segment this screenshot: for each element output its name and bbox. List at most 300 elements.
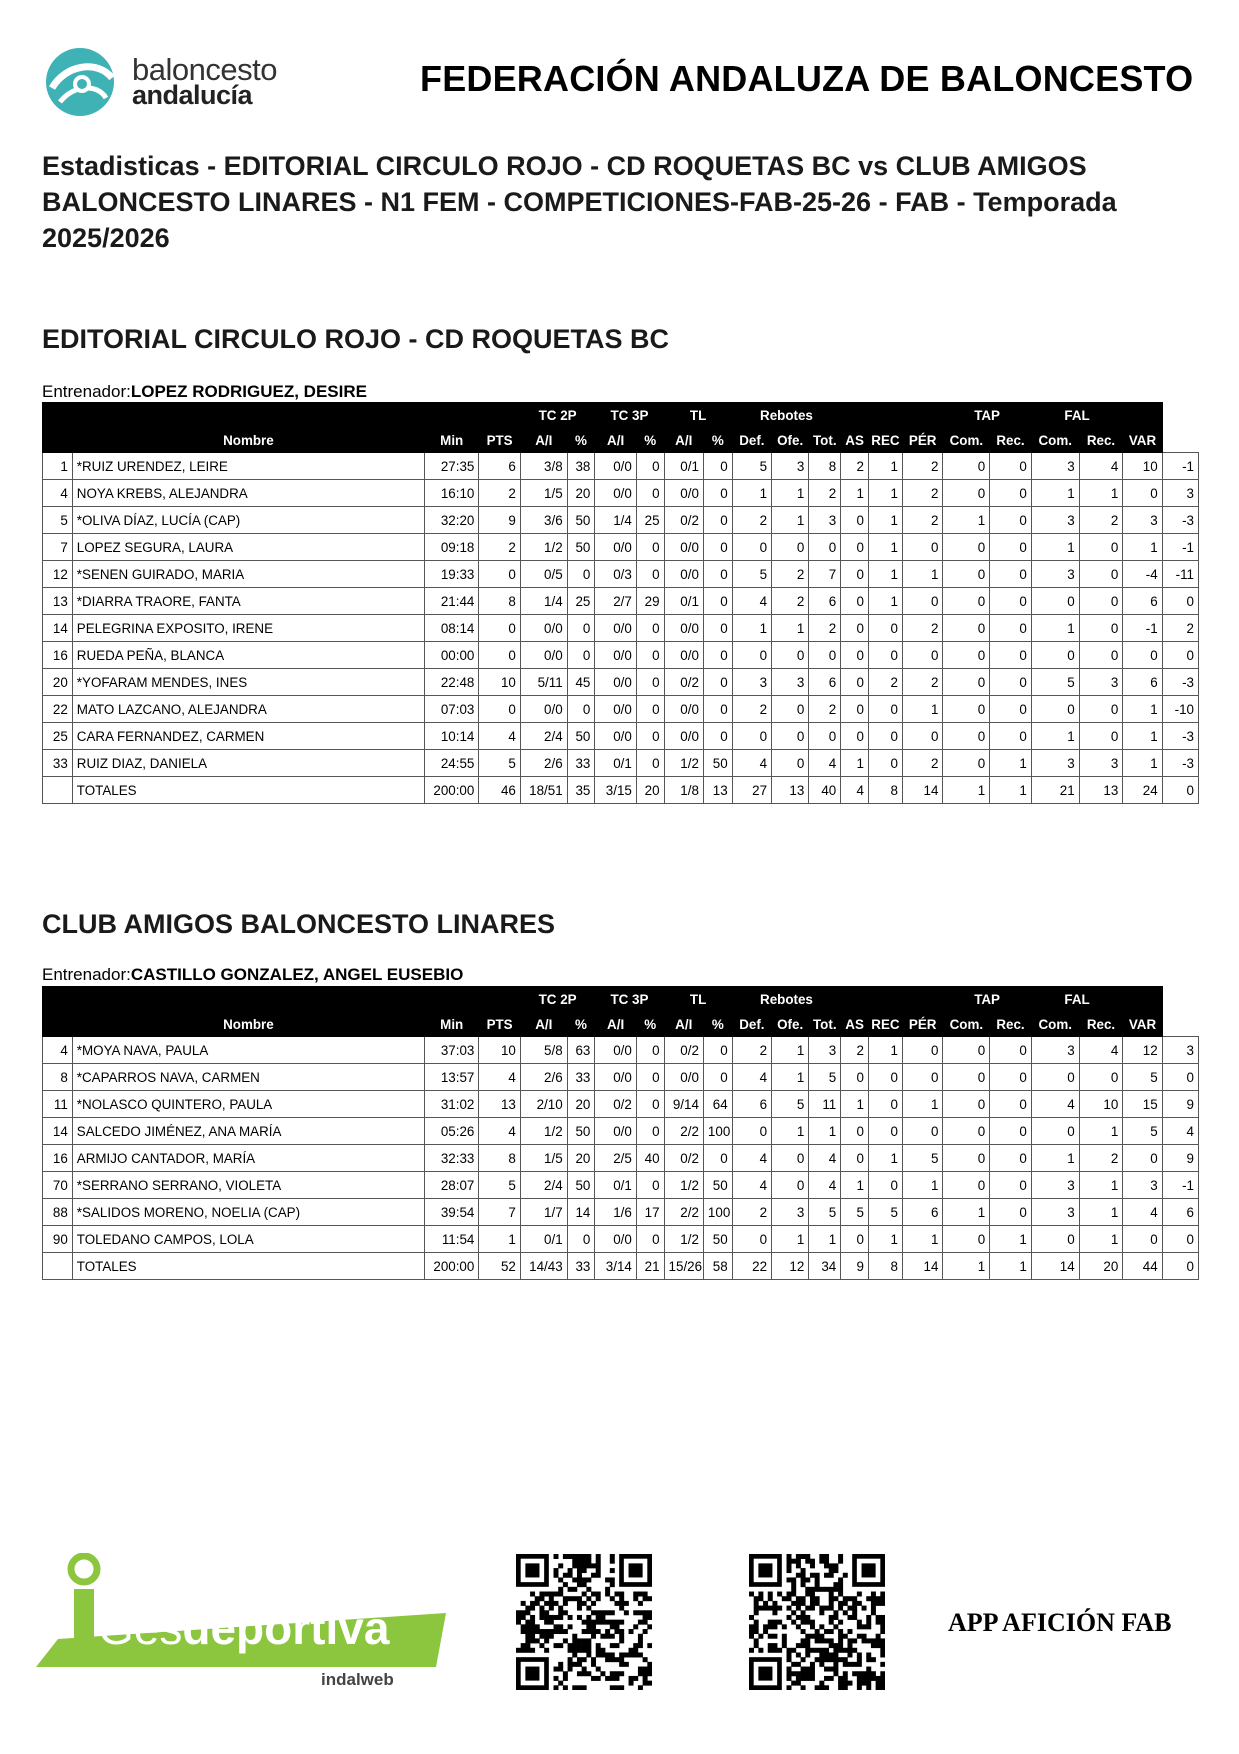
- stat-cell: 0: [479, 642, 521, 669]
- stat-cell: 8: [479, 588, 521, 615]
- player-number: [43, 777, 73, 804]
- stat-cell: -11: [1162, 561, 1198, 588]
- stat-cell: 0: [943, 588, 990, 615]
- stat-cell: 1: [1079, 1118, 1123, 1145]
- stat-cell: 1: [841, 750, 869, 777]
- stat-cell: 4: [809, 1172, 841, 1199]
- stat-cell: 1/5: [520, 480, 567, 507]
- stat-cell: 6: [732, 1091, 771, 1118]
- stat-cell: 2/6: [520, 750, 567, 777]
- stat-cell: 9/14: [664, 1091, 703, 1118]
- stat-cell: 0: [943, 480, 990, 507]
- stat-cell: 0: [567, 642, 595, 669]
- player-name: *NOLASCO QUINTERO, PAULA: [72, 1091, 424, 1118]
- stat-cell: 200:00: [425, 1253, 479, 1280]
- stat-cell: 0: [1031, 696, 1079, 723]
- stat-cell: 0/0: [595, 615, 637, 642]
- stat-cell: -3: [1162, 750, 1198, 777]
- stat-cell: 0: [902, 1037, 942, 1064]
- stat-cell: 0/1: [520, 1226, 567, 1253]
- page-title: Estadisticas - EDITORIAL CIRCULO ROJO - CD ROQUETAS BC vs CLUB AMIGOS BALONCESTO LINARES - N1 FEM - COMPETICIONES-FAB-25-26 - FAB - Temporada 2025/2026: [42, 151, 1117, 253]
- stat-cell: 0: [868, 1091, 902, 1118]
- stat-cell: 29: [636, 588, 664, 615]
- stat-cell: 64: [703, 1091, 732, 1118]
- stat-cell: 1/2: [664, 750, 703, 777]
- stat-cell: 2: [732, 507, 771, 534]
- team-home-stats-table: [42, 402, 1199, 804]
- column-group-header: Rebotes: [732, 987, 841, 1012]
- stat-cell: 0: [841, 507, 869, 534]
- stat-cell: 2: [1079, 1145, 1123, 1172]
- stat-cell: 1: [1079, 1199, 1123, 1226]
- player-row: [43, 1226, 1199, 1253]
- stat-cell: 5: [1123, 1064, 1162, 1091]
- stat-cell: 40: [809, 777, 841, 804]
- column-group-header: TL: [664, 403, 732, 428]
- stat-cell: 44: [1123, 1253, 1162, 1280]
- stat-cell: 0: [772, 1145, 809, 1172]
- stat-cell: -3: [1162, 723, 1198, 750]
- stat-cell: 3: [1031, 750, 1079, 777]
- stat-cell: 9: [1162, 1091, 1198, 1118]
- stat-cell: 1: [868, 480, 902, 507]
- stat-cell: 3: [1031, 1172, 1079, 1199]
- stat-cell: 0: [1031, 1226, 1079, 1253]
- stat-cell: 0/0: [664, 615, 703, 642]
- stat-cell: 4: [732, 588, 771, 615]
- stat-cell: 0/0: [664, 723, 703, 750]
- stat-cell: 50: [567, 507, 595, 534]
- stat-cell: 10: [1123, 453, 1162, 480]
- stat-cell: 1: [732, 615, 771, 642]
- player-row: [43, 1091, 1199, 1118]
- stat-cell: 0/0: [595, 1064, 637, 1091]
- stat-cell: 20: [567, 1091, 595, 1118]
- player-row: [43, 615, 1199, 642]
- stat-cell: 38: [567, 453, 595, 480]
- column-header: Tot.: [809, 428, 841, 453]
- stat-cell: 1: [1031, 723, 1079, 750]
- stat-cell: 0/0: [595, 669, 637, 696]
- column-header: VAR: [1123, 1012, 1162, 1037]
- player-row: [43, 534, 1199, 561]
- stat-cell: 0: [902, 1064, 942, 1091]
- stat-cell: 0/0: [664, 534, 703, 561]
- stat-cell: 0: [732, 1118, 771, 1145]
- stat-cell: 0: [636, 561, 664, 588]
- player-name: *DIARRA TRAORE, FANTA: [72, 588, 424, 615]
- player-name: *SERRANO SERRANO, VIOLETA: [72, 1172, 424, 1199]
- totals-row: [43, 777, 1199, 804]
- stat-cell: 3: [809, 1037, 841, 1064]
- stat-cell: 00:00: [425, 642, 479, 669]
- stat-cell: 9: [479, 507, 521, 534]
- coach-name: LOPEZ RODRIGUEZ, DESIRE: [130, 382, 367, 401]
- column-header: Com.: [1031, 428, 1079, 453]
- stat-cell: 1: [1031, 615, 1079, 642]
- column-header: %: [636, 1012, 664, 1037]
- stat-cell: 0: [841, 642, 869, 669]
- stat-cell: 1: [990, 1253, 1032, 1280]
- player-number: 22: [43, 696, 73, 723]
- logo-text-line1: baloncesto: [132, 52, 277, 87]
- stat-cell: 0: [636, 480, 664, 507]
- stat-cell: 0: [772, 1172, 809, 1199]
- stat-cell: 1: [772, 507, 809, 534]
- stat-cell: 0: [703, 480, 732, 507]
- player-row: [43, 1064, 1199, 1091]
- stat-cell: 4: [732, 750, 771, 777]
- stat-cell: 1: [772, 480, 809, 507]
- stat-cell: 0: [703, 561, 732, 588]
- stat-cell: -10: [1162, 696, 1198, 723]
- stat-cell: 14: [902, 777, 942, 804]
- stat-cell: 2: [902, 750, 942, 777]
- stat-cell: 3: [1162, 1037, 1198, 1064]
- stat-cell: 50: [703, 750, 732, 777]
- stat-cell: 10:14: [425, 723, 479, 750]
- stat-cell: 5: [902, 1145, 942, 1172]
- stat-cell: 50: [567, 1172, 595, 1199]
- stat-cell: 0: [868, 615, 902, 642]
- stat-cell: 5: [1031, 669, 1079, 696]
- stat-cell: 0: [636, 723, 664, 750]
- stat-cell: 5: [772, 1091, 809, 1118]
- stat-cell: 0: [479, 696, 521, 723]
- stat-cell: 1/2: [520, 534, 567, 561]
- stat-cell: 0/2: [664, 669, 703, 696]
- stat-cell: 1: [841, 480, 869, 507]
- stat-cell: 0: [868, 1118, 902, 1145]
- stat-cell: 5: [479, 1172, 521, 1199]
- column-header: PTS: [479, 428, 521, 453]
- stat-cell: 1/6: [595, 1199, 637, 1226]
- stat-cell: 33: [567, 1253, 595, 1280]
- column-group-header: TC 2P: [520, 403, 595, 428]
- stat-cell: 5: [841, 1199, 869, 1226]
- stat-cell: 0: [567, 561, 595, 588]
- stat-cell: 0: [943, 1064, 990, 1091]
- stat-cell: 1: [1123, 723, 1162, 750]
- stat-cell: 0: [902, 1118, 942, 1145]
- stat-cell: 3/14: [595, 1253, 637, 1280]
- stat-cell: 3: [1031, 561, 1079, 588]
- stat-cell: 0: [1079, 615, 1123, 642]
- column-header: Ofe.: [772, 1012, 809, 1037]
- stat-cell: 5: [1123, 1118, 1162, 1145]
- stat-cell: 6: [1123, 588, 1162, 615]
- stat-cell: 0/0: [520, 696, 567, 723]
- stat-cell: 11:54: [425, 1226, 479, 1253]
- stat-cell: 0/1: [595, 1172, 637, 1199]
- player-name: CARA FERNANDEZ, CARMEN: [72, 723, 424, 750]
- player-number: 14: [43, 1118, 73, 1145]
- stat-cell: 0: [772, 642, 809, 669]
- player-row: [43, 1118, 1199, 1145]
- column-header: Com.: [943, 428, 990, 453]
- stat-cell: 0/0: [664, 642, 703, 669]
- stat-cell: 2: [841, 453, 869, 480]
- stat-cell: 0/0: [595, 453, 637, 480]
- stat-cell: 0/0: [595, 534, 637, 561]
- stat-cell: 1: [868, 561, 902, 588]
- stat-cell: 37:03: [425, 1037, 479, 1064]
- stat-cell: 0: [868, 696, 902, 723]
- stat-cell: 3/8: [520, 453, 567, 480]
- stat-cell: -3: [1162, 507, 1198, 534]
- stat-cell: 0: [1162, 1064, 1198, 1091]
- stat-cell: 4: [1079, 1037, 1123, 1064]
- stat-cell: 0: [703, 534, 732, 561]
- stat-cell: 0: [1162, 1226, 1198, 1253]
- stat-cell: 52: [479, 1253, 521, 1280]
- android-qr-code-icon[interactable]: [516, 1554, 652, 1690]
- player-number: 13: [43, 588, 73, 615]
- column-header: Ofe.: [772, 428, 809, 453]
- stat-cell: 2: [809, 696, 841, 723]
- stat-cell: 0: [943, 723, 990, 750]
- player-row: [43, 561, 1199, 588]
- stat-cell: 2: [868, 669, 902, 696]
- stat-cell: 1: [1123, 534, 1162, 561]
- column-group-header: TAP: [943, 987, 1031, 1012]
- stat-cell: 4: [1123, 1199, 1162, 1226]
- stat-cell: 0: [1079, 1064, 1123, 1091]
- stat-cell: 0: [772, 534, 809, 561]
- stat-cell: 0: [1123, 1145, 1162, 1172]
- stat-cell: 27:35: [425, 453, 479, 480]
- stat-cell: 0: [479, 561, 521, 588]
- stat-cell: 3: [1162, 480, 1198, 507]
- stat-cell: 0: [772, 750, 809, 777]
- stat-cell: 6: [902, 1199, 942, 1226]
- stat-cell: 5: [479, 750, 521, 777]
- team-away-stats-table: [42, 986, 1199, 1280]
- stat-cell: 200:00: [425, 777, 479, 804]
- player-number: 4: [43, 1037, 73, 1064]
- stat-cell: 0: [841, 723, 869, 750]
- stat-cell: 0/0: [595, 1226, 637, 1253]
- stat-cell: 4: [479, 1064, 521, 1091]
- stat-cell: 6: [809, 669, 841, 696]
- stat-cell: 0: [1031, 588, 1079, 615]
- stat-cell: 8: [809, 453, 841, 480]
- stat-cell: 0: [703, 588, 732, 615]
- stat-cell: 0/0: [595, 696, 637, 723]
- stat-cell: 22:48: [425, 669, 479, 696]
- stat-cell: -1: [1162, 534, 1198, 561]
- stat-cell: 34: [809, 1253, 841, 1280]
- stat-cell: 6: [1162, 1199, 1198, 1226]
- stat-cell: 0: [1123, 642, 1162, 669]
- stat-cell: 5: [868, 1199, 902, 1226]
- stat-cell: 15: [1123, 1091, 1162, 1118]
- stat-cell: 0: [841, 561, 869, 588]
- player-number: 1: [43, 453, 73, 480]
- stat-cell: 5: [732, 453, 771, 480]
- player-name: *OLIVA DÍAZ, LUCÍA (CAP): [72, 507, 424, 534]
- stat-cell: 0: [1031, 1064, 1079, 1091]
- stat-cell: 0: [732, 534, 771, 561]
- stat-cell: 0: [1123, 1226, 1162, 1253]
- player-row: [43, 480, 1199, 507]
- stat-cell: -1: [1162, 453, 1198, 480]
- column-header: Min: [425, 428, 479, 453]
- player-number: 16: [43, 1145, 73, 1172]
- stat-cell: 0: [703, 723, 732, 750]
- stat-cell: 7: [809, 561, 841, 588]
- stat-cell: 2: [902, 507, 942, 534]
- team-away-title: CLUB AMIGOS BALONCESTO LINARES: [42, 909, 556, 939]
- stat-cell: 2: [902, 480, 942, 507]
- stat-cell: 14: [1031, 1253, 1079, 1280]
- stat-cell: 3: [732, 669, 771, 696]
- stat-cell: 2/10: [520, 1091, 567, 1118]
- stat-cell: 0: [772, 723, 809, 750]
- stat-cell: 33: [567, 1064, 595, 1091]
- stat-cell: 0: [703, 615, 732, 642]
- column-header: %: [567, 428, 595, 453]
- stat-cell: 0: [636, 1118, 664, 1145]
- stat-cell: 21:44: [425, 588, 479, 615]
- stat-cell: 0: [943, 1172, 990, 1199]
- stat-cell: 0: [703, 453, 732, 480]
- stat-cell: 4: [479, 1118, 521, 1145]
- player-name: TOLEDANO CAMPOS, LOLA: [72, 1226, 424, 1253]
- stat-cell: 0: [841, 1118, 869, 1145]
- stat-cell: 6: [1123, 669, 1162, 696]
- stat-cell: 0: [943, 534, 990, 561]
- stat-cell: 3: [772, 453, 809, 480]
- gesdeportiva-wordmark: Gesdeportiva: [98, 1602, 390, 1654]
- stat-cell: 1: [841, 1172, 869, 1199]
- stat-cell: 33: [567, 750, 595, 777]
- stat-cell: 0/2: [664, 1037, 703, 1064]
- stat-cell: 24:55: [425, 750, 479, 777]
- column-group-header: TC 3P: [595, 403, 664, 428]
- player-number: 20: [43, 669, 73, 696]
- stat-cell: 1/4: [520, 588, 567, 615]
- player-number: 14: [43, 615, 73, 642]
- stat-cell: 8: [868, 1253, 902, 1280]
- stat-cell: 0: [636, 615, 664, 642]
- stat-cell: 0: [943, 1145, 990, 1172]
- stat-cell: 2/5: [595, 1145, 637, 1172]
- column-header: Def.: [732, 428, 771, 453]
- column-header: A/I: [595, 1012, 637, 1037]
- stat-cell: 45: [567, 669, 595, 696]
- stat-cell: 3/15: [595, 777, 637, 804]
- stat-cell: 0: [636, 750, 664, 777]
- stat-cell: 3: [1031, 1037, 1079, 1064]
- stat-cell: 0: [636, 534, 664, 561]
- stat-cell: 0: [990, 1091, 1032, 1118]
- team-home-coach: [42, 382, 367, 402]
- stat-cell: 1: [809, 1226, 841, 1253]
- stat-cell: 0: [809, 642, 841, 669]
- stat-cell: 3: [1031, 507, 1079, 534]
- stat-cell: 14: [567, 1199, 595, 1226]
- stat-cell: 0: [636, 642, 664, 669]
- player-number: [43, 1253, 73, 1280]
- stat-cell: 13:57: [425, 1064, 479, 1091]
- stat-cell: 22: [732, 1253, 771, 1280]
- stat-cell: 0/0: [664, 1064, 703, 1091]
- player-row: [43, 1172, 1199, 1199]
- player-name: *SENEN GUIRADO, MARIA: [72, 561, 424, 588]
- player-number: 33: [43, 750, 73, 777]
- player-number: 4: [43, 480, 73, 507]
- stat-cell: 0: [636, 453, 664, 480]
- fab-logo: [42, 44, 282, 122]
- stat-cell: 46: [479, 777, 521, 804]
- stat-cell: 1: [1031, 534, 1079, 561]
- stat-cell: 1: [902, 1172, 942, 1199]
- stat-cell: 1: [772, 1037, 809, 1064]
- stat-cell: 4: [1079, 453, 1123, 480]
- stat-cell: 20: [636, 777, 664, 804]
- column-header: A/I: [595, 428, 637, 453]
- column-header: Min: [425, 1012, 479, 1037]
- column-header: PTS: [479, 1012, 521, 1037]
- stat-cell: 0: [1123, 480, 1162, 507]
- stat-cell: 13: [703, 777, 732, 804]
- stat-cell: -3: [1162, 669, 1198, 696]
- stat-cell: 2: [902, 669, 942, 696]
- player-row: [43, 1145, 1199, 1172]
- stat-cell: 1: [841, 1091, 869, 1118]
- stat-cell: 0: [943, 561, 990, 588]
- stat-cell: 3: [772, 1199, 809, 1226]
- team-home-title: EDITORIAL CIRCULO ROJO - CD ROQUETAS BC: [42, 324, 670, 354]
- stat-cell: 2: [732, 696, 771, 723]
- stat-cell: 4: [732, 1145, 771, 1172]
- stat-cell: 0: [868, 750, 902, 777]
- stat-cell: 5: [809, 1199, 841, 1226]
- stat-cell: 6: [479, 453, 521, 480]
- column-header: A/I: [520, 428, 567, 453]
- stat-cell: 1: [990, 1226, 1032, 1253]
- stat-cell: 0: [902, 534, 942, 561]
- stat-cell: 0: [990, 669, 1032, 696]
- stat-cell: 10: [1079, 1091, 1123, 1118]
- column-header: Tot.: [809, 1012, 841, 1037]
- stat-cell: 0: [636, 1172, 664, 1199]
- stat-cell: 0: [1079, 561, 1123, 588]
- stat-cell: 0/0: [520, 615, 567, 642]
- stat-cell: 0: [703, 1064, 732, 1091]
- stat-cell: 0: [990, 615, 1032, 642]
- stat-cell: 0: [868, 723, 902, 750]
- stat-cell: 10: [479, 669, 521, 696]
- stat-cell: 0: [990, 480, 1032, 507]
- ios-qr-code-icon[interactable]: [749, 1554, 885, 1690]
- stat-cell: 2: [902, 453, 942, 480]
- player-name: *MOYA NAVA, PAULA: [72, 1037, 424, 1064]
- stat-cell: 0: [943, 750, 990, 777]
- stat-cell: 4: [809, 1145, 841, 1172]
- column-header: Rec.: [1079, 1012, 1123, 1037]
- stat-cell: 5/8: [520, 1037, 567, 1064]
- stat-cell: 0: [703, 669, 732, 696]
- stat-cell: 0/2: [664, 1145, 703, 1172]
- player-name: TOTALES: [72, 1253, 424, 1280]
- stat-cell: 35: [567, 777, 595, 804]
- player-name: RUEDA PEÑA, BLANCA: [72, 642, 424, 669]
- stat-cell: 0: [636, 669, 664, 696]
- stat-cell: 0/3: [595, 561, 637, 588]
- stat-cell: 0: [990, 1037, 1032, 1064]
